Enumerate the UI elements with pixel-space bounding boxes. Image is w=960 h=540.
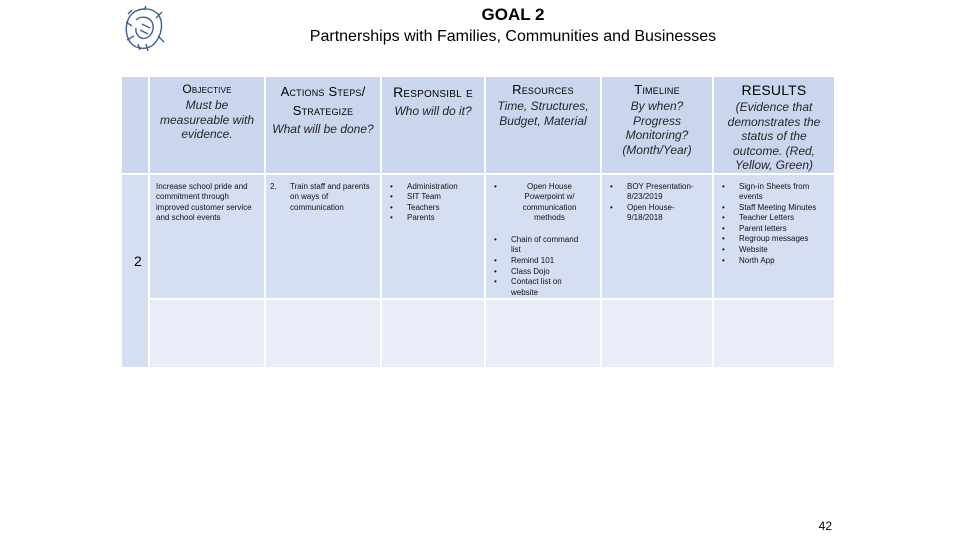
list-item: • Remind 101 xyxy=(492,256,588,267)
list-item: • Chain of command list xyxy=(492,235,588,256)
header-responsible-title: Responsibl e xyxy=(393,84,473,100)
empty-cell xyxy=(713,299,835,368)
header-resources-sub: Time, Structures, Budget, Material xyxy=(497,99,589,128)
header-responsible xyxy=(381,76,485,174)
header-timeline-title: Timeline xyxy=(634,82,680,97)
header-objective-title: Objective xyxy=(182,82,232,96)
list-item: • Administration xyxy=(388,182,480,193)
empty-row xyxy=(121,299,835,368)
resources-cell xyxy=(485,174,601,300)
list-item: • Open House Powerpoint w/ communication methods xyxy=(492,182,588,224)
list-item: • Regroup messages xyxy=(720,234,830,245)
page-number: 42 xyxy=(818,519,832,533)
list-item: • Contact list on website xyxy=(492,277,588,298)
header-actions-title: Actions Steps/ Strategize xyxy=(280,84,366,118)
list-item: • Class Dojo xyxy=(492,267,588,278)
empty-cell xyxy=(485,299,601,368)
header-row xyxy=(121,76,835,174)
header-objective-sub: Must be measureable with evidence. xyxy=(159,98,255,141)
goal-subtitle: Partnerships with Families, Communities and Businesses xyxy=(309,28,717,45)
goal-table xyxy=(120,75,836,369)
list-item: • BOY Presentation- 8/23/2019 xyxy=(608,182,708,203)
row-number: 2 xyxy=(134,252,142,269)
list-item: • Teachers xyxy=(388,203,480,214)
results-cell xyxy=(713,174,835,300)
list-item: • Parent letters xyxy=(720,224,830,235)
header-results-title: RESULTS xyxy=(741,82,807,98)
header-actions-sub: What will be done? xyxy=(272,122,374,136)
list-item: • Open House- 9/18/2018 xyxy=(608,203,708,224)
list-item: • Website xyxy=(720,245,830,256)
header-timeline xyxy=(601,76,713,174)
header-responsible-sub: Who will do it? xyxy=(394,104,472,118)
header-timeline-sub: By when? Progress Monitoring? (Month/Year) xyxy=(622,99,692,157)
responsible-cell xyxy=(381,174,485,300)
header-resources-title: Resources xyxy=(512,82,574,97)
header-number-cell xyxy=(121,76,149,174)
goal-title: GOAL 2 xyxy=(481,5,545,24)
objective-cell xyxy=(149,174,265,300)
empty-cell xyxy=(601,299,713,368)
action-cell xyxy=(265,174,381,300)
list-item: • Sign-in Sheets from events xyxy=(720,182,830,203)
responsible-list xyxy=(388,182,480,224)
action-item xyxy=(266,175,380,214)
action-number: 2. xyxy=(270,181,277,191)
empty-cell xyxy=(381,299,485,368)
action-text: Train staff and parents on ways of communication xyxy=(290,181,370,212)
results-list xyxy=(720,182,830,267)
school-crest-logo xyxy=(122,6,166,52)
header-results-sub: (Evidence that demonstrates the status of the outcome. (Red, Yellow, Green) xyxy=(727,100,821,172)
list-item: • North App xyxy=(720,256,830,267)
timeline-list xyxy=(608,182,708,224)
list-item: • Parents xyxy=(388,213,480,224)
empty-cell xyxy=(149,299,265,368)
objective-text: Increase school pride and commitment through improved customer service and school events xyxy=(156,181,252,223)
header-actions xyxy=(265,76,381,174)
resources-list xyxy=(492,182,596,299)
header-results xyxy=(713,76,835,174)
list-item: • Teacher Letters xyxy=(720,213,830,224)
goal-row xyxy=(121,174,835,300)
timeline-cell xyxy=(601,174,713,300)
list-item: • Staff Meeting Minutes xyxy=(720,203,830,214)
header-resources xyxy=(485,76,601,174)
list-item: • SIT Team xyxy=(388,192,480,203)
empty-cell xyxy=(265,299,381,368)
header-objective xyxy=(149,76,265,174)
row-number-cell xyxy=(121,174,149,369)
